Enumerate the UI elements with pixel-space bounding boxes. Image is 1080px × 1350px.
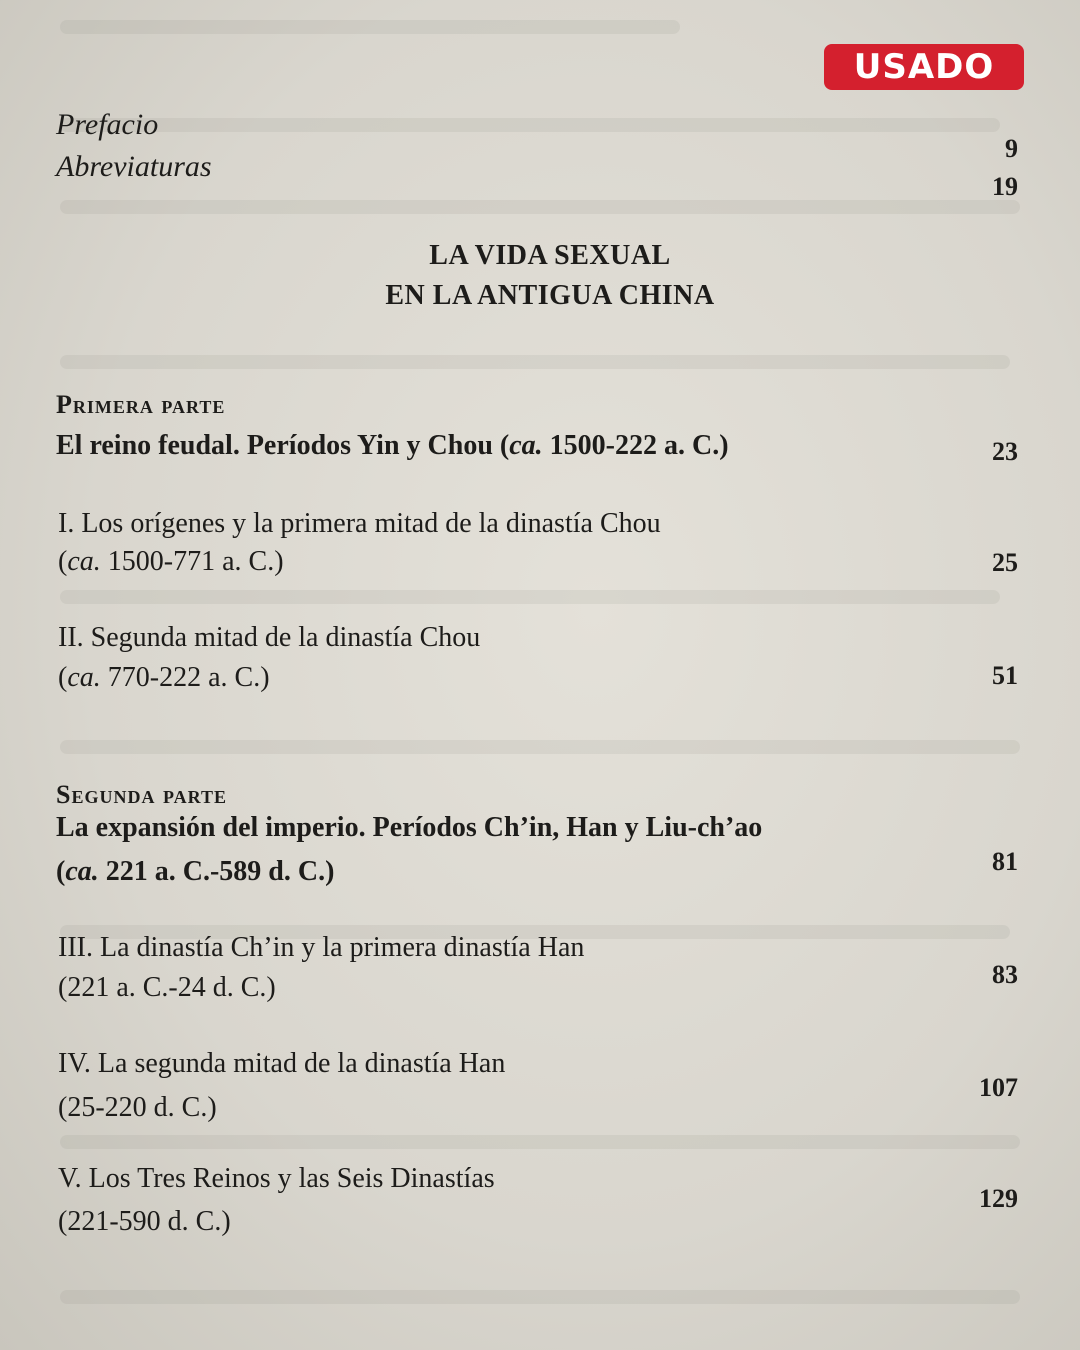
part-title <box>56 430 729 462</box>
toc-entry-prefacio: Prefacio <box>56 108 159 141</box>
part-label: Segunda parte <box>56 780 227 809</box>
toc-entry-abreviaturas: Abreviaturas <box>56 150 212 183</box>
chapter-title: V. Los Tres Reinos y las Seis Dinastías <box>58 1163 495 1194</box>
chapter-title: I. Los orígenes y la primera mitad de la dinastía Chou <box>58 508 661 539</box>
part-label: Primera parte <box>56 390 226 419</box>
page-number: 83 <box>992 960 1018 989</box>
book-title-line-2: EN LA ANTIGUA CHINA <box>385 280 715 311</box>
show-through-texture <box>60 1290 1020 1304</box>
chapter-title: III. La dinastía Ch’in y la primera dinastía Han <box>58 932 585 963</box>
part-title-dates <box>56 856 334 888</box>
dates-range: 221 a. C.-589 d. C.) <box>98 856 335 887</box>
show-through-texture <box>60 118 1000 132</box>
chapter-dates: (221 a. C.-24 d. C.) <box>58 972 276 1003</box>
circa-abbrev: ca. <box>65 856 99 887</box>
part-title: La expansión del imperio. Períodos Ch’in, Han y Liu-ch’ao <box>56 812 763 843</box>
circa-abbrev: ca. <box>67 662 101 693</box>
chapter-dates <box>58 662 270 694</box>
circa-abbrev: ca. <box>509 430 543 461</box>
book-title-line-1: LA VIDA SEXUAL <box>429 240 671 271</box>
page-number: 107 <box>979 1073 1018 1102</box>
show-through-texture <box>60 1135 1020 1149</box>
page-number: 25 <box>992 548 1018 577</box>
chapter-dates: (25-220 d. C.) <box>58 1092 217 1123</box>
dates-paren: ( <box>58 662 68 693</box>
used-badge: USADO <box>824 44 1024 90</box>
page-number: 81 <box>992 847 1018 876</box>
show-through-texture <box>60 20 680 34</box>
part-title-text: El reino feudal. Períodos Yin y Chou ( <box>56 430 510 461</box>
part-title-range: 1500-222 a. C.) <box>542 430 729 461</box>
chapter-dates <box>58 546 284 578</box>
page-number: 9 <box>1005 134 1018 163</box>
dates-paren: ( <box>58 546 68 577</box>
dates-paren: ( <box>56 856 66 887</box>
show-through-texture <box>60 590 1000 604</box>
page-number: 129 <box>979 1184 1018 1213</box>
page-number: 23 <box>992 437 1018 466</box>
show-through-texture <box>60 740 1020 754</box>
chapter-title: II. Segunda mitad de la dinastía Chou <box>58 622 481 653</box>
show-through-texture <box>60 200 1020 214</box>
circa-abbrev: ca. <box>67 546 101 577</box>
chapter-title: IV. La segunda mitad de la dinastía Han <box>58 1048 506 1079</box>
dates-range: 1500-771 a. C.) <box>100 546 284 577</box>
show-through-texture <box>60 355 1010 369</box>
dates-range: 770-222 a. C.) <box>100 662 270 693</box>
page-number: 51 <box>992 661 1018 690</box>
chapter-dates: (221-590 d. C.) <box>58 1206 231 1237</box>
page-number: 19 <box>992 172 1018 201</box>
